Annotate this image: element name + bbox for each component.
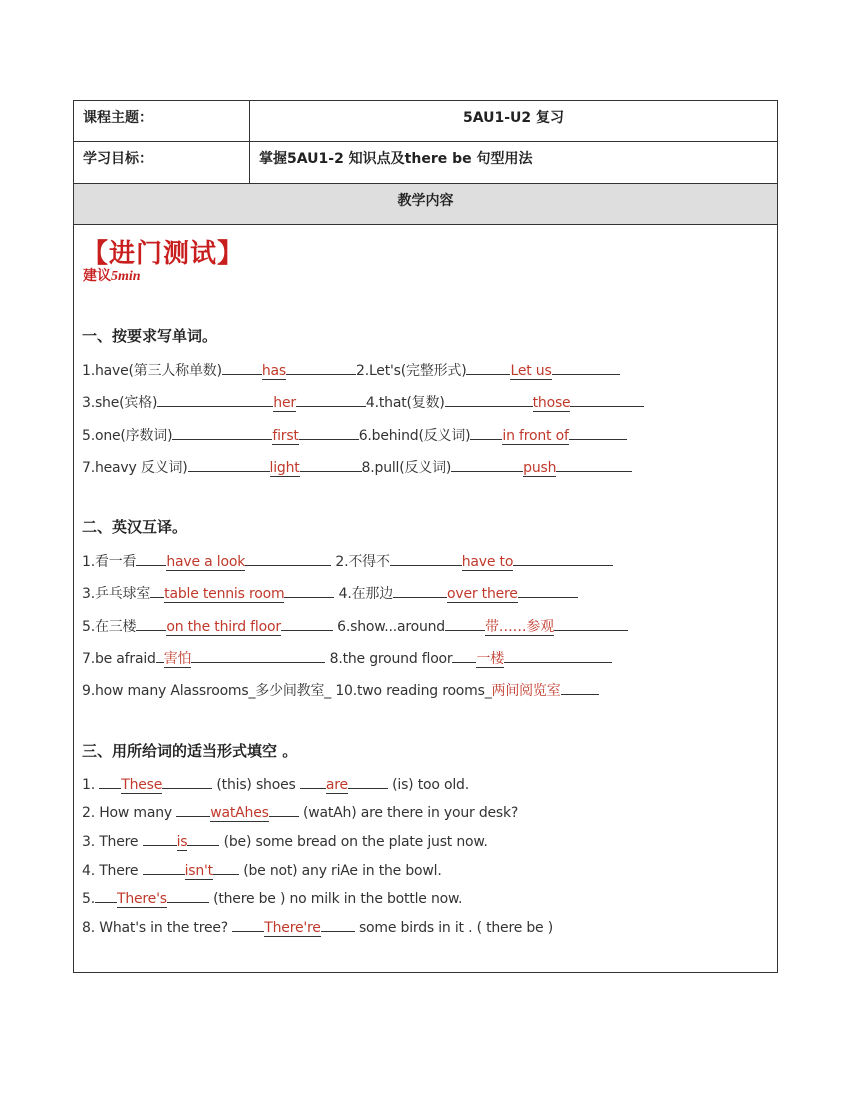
content-heading: 教学内容 (74, 184, 777, 225)
s3-line (82, 888, 462, 907)
answer: is (176, 834, 188, 850)
entry-test-title: 【进门测试】 (82, 239, 245, 269)
question-text: 2.不得不 (335, 554, 390, 570)
topic-value: 5AU1-U2 复习 (462, 110, 565, 126)
answer: 一楼 (476, 651, 505, 667)
question-text: 5.在三楼 (82, 619, 137, 635)
question-text: 7.be afraid (82, 651, 156, 667)
goal-row (74, 142, 777, 184)
question-text: 8. What's in the tree? (82, 920, 233, 936)
answer: 两间阅览室 (491, 683, 561, 699)
question-text: 2.Let's(完整形式) (356, 363, 467, 379)
s1-row (82, 457, 632, 477)
question-text: (is) too old. (387, 777, 469, 793)
answer: light (269, 460, 300, 476)
question-text: 2. How many (82, 805, 177, 821)
question-text: 1.看一看 (82, 554, 137, 570)
answer: 害怕 (163, 651, 192, 667)
answer: These (121, 777, 163, 793)
answer: first (272, 428, 299, 444)
question-text: 3. There (82, 834, 143, 850)
question-text: 5. (82, 891, 95, 907)
section1-heading: 一、按要求写单词。 (82, 327, 218, 345)
question-text: 10.two reading rooms (335, 683, 485, 699)
question-text: 8.the ground floor (329, 651, 453, 667)
answer: watAhes (210, 805, 269, 821)
goal-label: 学习目标： (74, 142, 250, 183)
question-text: 8.pull(反义词) (361, 460, 452, 476)
answer: those (532, 395, 571, 411)
worksheet-table (73, 100, 778, 973)
s3-line (82, 774, 469, 793)
s3-line (82, 860, 442, 879)
answer: push (523, 460, 557, 476)
answer: Let us (510, 363, 552, 379)
question-text: 5.one(序数词) (82, 428, 173, 444)
question-text: 3.she(宾格) (82, 395, 158, 411)
answer: have to (461, 554, 514, 570)
question-text: 1. (82, 777, 100, 793)
question-text: 6.behind(反义词) (358, 428, 471, 444)
answer: table tennis room (164, 586, 285, 602)
question-text: 1.have(第三人称单数) (82, 363, 222, 379)
question-text: 4. There (82, 863, 143, 879)
answer: over there (447, 586, 518, 602)
answer: There's (116, 891, 167, 907)
answer: There're (264, 920, 321, 936)
s2-row (82, 648, 612, 668)
answer: isn't (184, 863, 213, 879)
s3-line (82, 802, 518, 821)
topic-row (74, 101, 777, 142)
suggest-prefix: 建议 (83, 268, 111, 284)
question-text: some birds in it . ( there be ) (354, 920, 553, 936)
suggested-time (83, 265, 141, 285)
answer: in front of (502, 428, 569, 444)
question-text: (be) some bread on the plate just now. (219, 834, 488, 850)
s2-row (82, 551, 613, 571)
s1-row (82, 392, 644, 412)
s1-row (82, 425, 627, 445)
s3-line (82, 831, 488, 850)
question-text: 6.show...around (337, 619, 445, 635)
question-text: 7.heavy 反义词) (82, 460, 188, 476)
s1-row (82, 360, 620, 380)
section3-heading: 三、用所给词的适当形式填空 。 (82, 742, 298, 760)
answer: have a look (166, 554, 246, 570)
answer: are (325, 777, 348, 793)
s2-row (82, 583, 578, 603)
section2-heading: 二、英汉互译。 (82, 518, 188, 536)
goal-value: 掌握5AU1-2 知识点及there be 句型用法 (259, 151, 533, 167)
question-text: (this) shoes (212, 777, 300, 793)
question-text: 9.how many Alassrooms (82, 683, 249, 699)
suggest-time: 5min (111, 269, 141, 284)
answer: 多少间教室 (255, 683, 325, 699)
s2-row: 9.how many Alassrooms_多少间教室_ 10.two reading rooms_两间阅览室 (82, 680, 599, 700)
answer: 带……参观 (485, 619, 554, 635)
question-text: (there be ) no milk in the bottle now. (208, 891, 463, 907)
question-text: (be not) any riAe in the bowl. (238, 863, 442, 879)
question-text: 4.在那边 (338, 586, 394, 602)
question-text: 4.that(复数) (365, 395, 445, 411)
answer: on the third floor (166, 619, 281, 635)
s2-row (82, 616, 628, 636)
s3-line (82, 917, 553, 936)
question-text: (watAh) are there in your desk? (298, 805, 519, 821)
answer: has (261, 363, 286, 379)
topic-label: 课程主题： (74, 101, 250, 141)
question-text: 3.乒乓球室 (82, 586, 151, 602)
answer: her (273, 395, 296, 411)
